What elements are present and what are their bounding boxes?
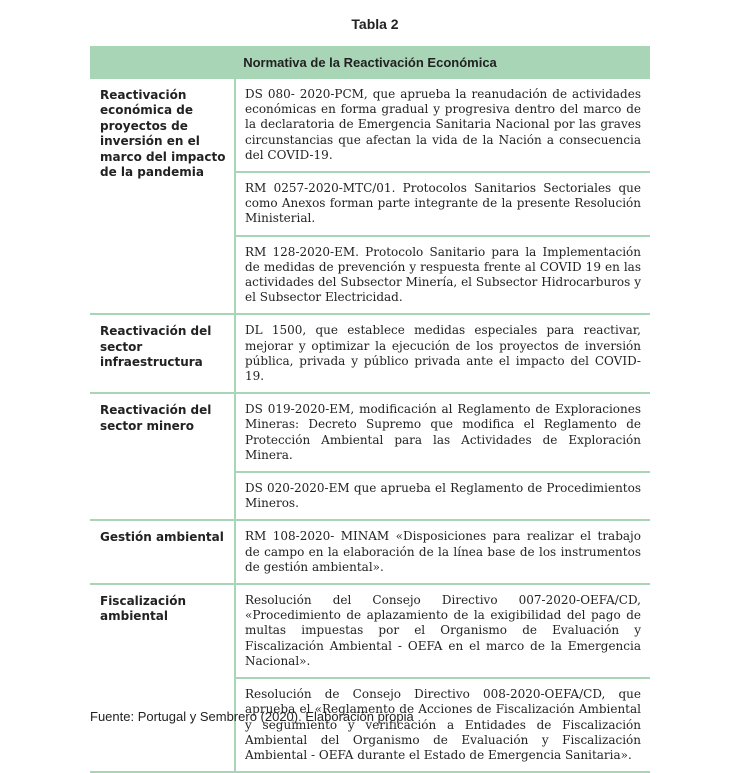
category-label: Fiscalización ambiental bbox=[100, 594, 186, 624]
category-cell bbox=[90, 393, 235, 520]
regulation-text: Resolución del Consejo Directivo 007-2020-OEFA/CD, «Procedimiento de aplazamiento de la exigibilidad del pago de multas impuestas por el Organismo de Evaluación y Fiscalización Ambiental - OEFA en el marco de la Emergencia Nacional». bbox=[245, 593, 641, 668]
regulation-text: Resolución de Consejo Directivo 008-2020-OEFA/CD, que aprueba el «Reglamento de Acciones de Fiscalización Ambiental y seguimiento y verificación a Entidades de Fiscalización Ambiental del Organismo de Evaluación y Fiscalización Ambiental - OEFA durante el Estado de Emergencia Sanitaria». bbox=[245, 687, 641, 762]
table-row bbox=[90, 78, 650, 172]
category-label: Reactivación del sector minero bbox=[100, 403, 212, 433]
category-cell bbox=[90, 78, 235, 314]
regulations-table bbox=[90, 46, 650, 773]
regulation-cell bbox=[235, 78, 650, 172]
regulation-cell bbox=[235, 472, 650, 520]
regulation-text: DS 080- 2020-PCM, que aprueba la reanudación de actividades económicas en forma gradual y progresiva dentro del marco de la declaratoria de Emergencia Sanitaria Nacional por las graves circunstancias que afectan la vida de la Nación a consecuencia del COVID-19. bbox=[245, 87, 641, 162]
table-row bbox=[90, 520, 650, 584]
regulation-cell bbox=[235, 172, 650, 236]
regulation-text: RM 128-2020-EM. Protocolo Sanitario para la Implementación de medidas de prevención y respuesta frente al COVID 19 en las actividades del Subsector Minería, el Subsector Hidrocarburos y el Subsector Electricidad. bbox=[245, 244, 641, 305]
category-cell bbox=[90, 314, 235, 393]
regulation-cell bbox=[235, 314, 650, 393]
table-header: Normativa de la Reactivación Económica bbox=[90, 47, 650, 78]
regulation-cell bbox=[235, 678, 650, 772]
regulation-text: DS 020-2020-EM que aprueba el Reglamento de Procedimientos Mineros. bbox=[245, 481, 641, 511]
regulation-text: DL 1500, que establece medidas especiales para reactivar, mejorar y optimizar la ejecución de los proyectos de inversión pública, privada y público privada ante el impacto del COVID-19. bbox=[245, 323, 641, 384]
table-row bbox=[90, 393, 650, 472]
regulation-cell bbox=[235, 520, 650, 584]
table-row bbox=[90, 584, 650, 678]
category-label: Gestión ambiental bbox=[100, 530, 224, 545]
regulation-text: RM 108-2020- MINAM «Disposiciones para realizar el trabajo de campo en la elaboración de la línea base de los instrumentos de gestión ambiental». bbox=[245, 529, 641, 574]
regulation-cell bbox=[235, 393, 650, 472]
source-note: Fuente: Portugal y Sembrero (2020). Elaboración propia bbox=[90, 709, 414, 724]
category-label: Reactivación del sector infraestructura bbox=[100, 324, 212, 370]
regulation-text: RM 0257-2020-MTC/01. Protocolos Sanitarios Sectoriales que como Anexos forman parte integrante de la presente Resolución Ministerial. bbox=[245, 181, 641, 226]
regulation-cell bbox=[235, 584, 650, 678]
table-title: Tabla 2 bbox=[351, 16, 399, 32]
regulation-cell bbox=[235, 236, 650, 315]
category-label: Reactivación económica de proyectos de inversión en el marco del impacto de la pandemia bbox=[100, 88, 226, 180]
regulation-text: DS 019-2020-EM, modificación al Reglamento de Exploraciones Mineras: Decreto Supremo que modifica el Reglamento de Protección Ambiental para las Actividades de Exploración Minera. bbox=[245, 402, 641, 462]
category-cell bbox=[90, 520, 235, 584]
category-cell bbox=[90, 584, 235, 772]
table-row bbox=[90, 314, 650, 393]
